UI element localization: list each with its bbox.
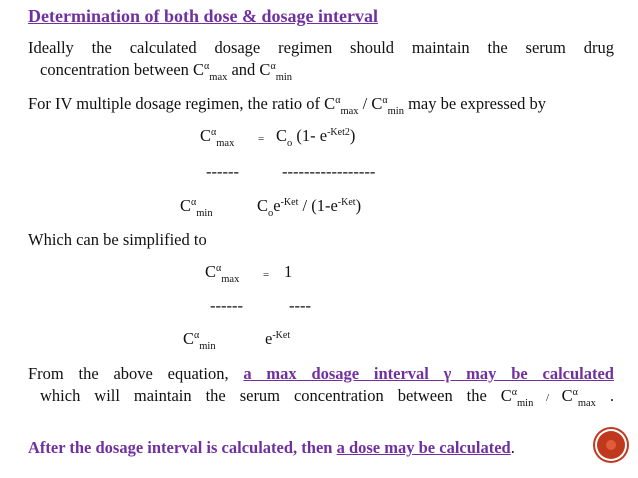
max-sub: max [209,72,228,83]
simplified-paragraph: Which can be simplified to [28,230,207,249]
eq1-fraction-bar-left: ------ [206,162,239,181]
eq2-numerator-right: 1 [284,262,293,281]
max-interval-paragraph-line2: which will maintain the serum concentration between the $C^\alpha_{min} / C^\alpha_{max}$ . [40,386,614,409]
max-sub: max [340,106,359,117]
eq1-numerator-right: $C_o$ (1- $e^{-Ket2}$) [276,126,356,149]
alpha-sup: α [270,61,276,72]
intro-paragraph-line1: Ideally the calculated dosage regimen should maintain the serum drug [28,38,614,57]
eq2-fraction-bar-right: ---- [289,296,311,315]
slide-nav-button[interactable] [597,431,625,459]
alpha-sup: α [204,61,210,72]
text-span: From the above equation, [28,364,244,383]
text-span: After the dosage interval is calculated, then [28,438,337,457]
min-sub: min [275,72,293,83]
eq1-numerator-left: $C^\alpha_{max}$ [200,126,235,149]
eq1-denominator-left: $C^\alpha_{min}$ [180,196,213,219]
text-span: / C [358,94,383,113]
ratio-paragraph [28,94,546,117]
intro-paragraph-line2 [28,60,293,83]
max-interval-highlight: a max dosage interval γ may be calculated [243,364,614,383]
min-sub: min [387,106,404,117]
text-span: . [510,438,515,457]
alpha-sup: α [382,95,388,106]
text-span: For IV multiple dosage regimen, the ratio of C [28,94,336,113]
dose-paragraph [28,438,515,458]
alpha-sup: α [335,95,341,106]
eq2-denominator-right: $e^{-Ket}$ [265,329,291,348]
eq1-equals: = [258,133,265,145]
eq1-denominator-right: $C_oe^{-Ket} / (1-e^{-Ket})$ [257,196,362,219]
text-span: and C [227,60,271,79]
text-span: may be expressed by [403,94,546,113]
max-interval-paragraph-line1 [28,364,614,384]
eq2-denominator-left: $C^\alpha_{min}$ [183,329,216,352]
eq1-fraction-bar-right: ----------------- [282,162,376,181]
eq2-numerator-left: $C^\alpha_{max}$ [205,262,240,285]
eq2-equals: = [263,269,270,281]
slide-title: Determination of both dose & dosage interval [28,6,378,26]
text-span: concentration between C [40,60,205,79]
circle-nav-icon [606,440,616,450]
dose-highlight: a dose may be calculated [336,438,511,457]
eq2-fraction-bar-left: ------ [210,296,243,315]
